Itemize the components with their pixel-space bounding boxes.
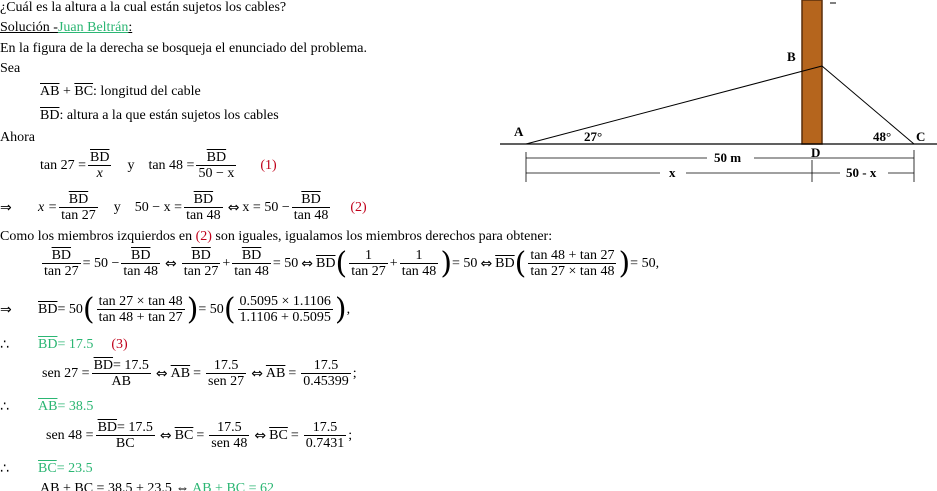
eq1-tan27: tan 27 = [40,157,86,173]
fraction [238,294,333,325]
angle-c-label: 48° [873,129,892,144]
ahora-text: Ahora [0,130,35,145]
intro-text: En la figura de la derecha se bosqueja el enunciado del problema. [0,41,367,56]
fraction [206,358,246,389]
equation-2 [0,192,367,223]
denominator: tan 48 [123,264,159,279]
fraction [59,192,98,223]
definition-height [40,108,279,124]
equals: = [288,365,297,381]
iff-symbol: ⇔ [251,365,263,382]
equation-number: (2) [350,199,367,215]
segment-bc: $\overline{BC}$ [74,84,94,99]
equation-4: ⇒ $\overline{BD}$ = 50 ( $\frac{\tan 27 \times \tan 48}{\tan 48 + \tan 27}$ ) = 50 ( $\frac{0.5095 \times 1.1106}{1.1106 + 0.5095}$ ) , [0,291,351,327]
eq2-lhs: 50 − x = [134,199,183,215]
therefore-symbol: ∴ [0,461,9,477]
plus-sign: + [222,255,231,271]
eq6-sen: sen 48 = [46,427,94,443]
denominator: 0.45399 [303,374,349,389]
numerator: $\overline{BD}$ [42,248,81,264]
fraction [196,150,236,181]
numerator: $\overline{BD}$ [121,248,160,264]
cable-ab [526,66,822,144]
fraction: $\frac{\overline{BD}= 17.5}{AB}$ [93,358,149,389]
fraction [528,248,616,279]
segment-ab: $\overline{AB}$ [40,84,60,99]
fraction [121,248,160,279]
segment-bc: $\overline{BC}$ [38,461,57,476]
eq3-term: = 50 [452,255,478,271]
iff-symbol: ⇔ [480,255,493,272]
numerator: 1 [400,248,439,264]
implies-symbol: ⇒ [0,301,12,318]
equals: = [196,427,205,443]
point-c-label: C [916,129,926,144]
fraction [182,248,221,279]
numerator: tan 27 × tan 48 [98,294,183,309]
numerator: 1 [349,248,388,264]
denominator: tan 27 [61,208,96,223]
numerator: $\overline{BD}$ [59,192,98,208]
numerator: $\overline{BD}$ [184,192,223,208]
iff-symbol: ⇔ [165,255,177,272]
result-value: = 23.5 [56,461,93,476]
fraction [304,420,347,451]
iff-symbol: ⇔ [155,365,168,382]
fraction: $\frac{\overline{BD}= 17.5}{BC}$ [97,420,153,451]
eq4-term: = 50 [57,301,83,317]
segment-bd: $\overline{BD}$ [316,255,336,271]
denominator: BC [115,436,135,451]
point-d-label: D [811,145,821,160]
denominator: tan 27 [183,264,219,279]
fraction [232,248,271,279]
iff-symbol: ⇔ [159,427,172,444]
fraction [97,294,185,325]
fraction [209,420,249,451]
eq1-tan48: tan 48 = [148,157,195,173]
sea-text: Sea [0,61,21,76]
equation-3: $\frac{\overline{BD}}{\tan 27}$ = 50 − $\frac{\overline{BD}}{\tan 48}$ ⇔ $\frac{\overline{BD}}{\tan 27}$ + $\frac{\overline{BD}}{\tan 48}$ = 50 ⇔ $\overline{BD}$ ( $\frac{1}{\tan 27}$ + $\frac{1}{\tan 48}$ ) = 50 ⇔ $\overline{BD}$ ( $\frac{\tan 48 + \tan 27}{\tan 27 \times \tan 48}$ ) = 50, [44,245,660,281]
fraction [292,192,331,223]
equation-ref: (2) [195,229,212,244]
equation-6 [46,420,352,451]
denominator: tan 27 [44,264,79,279]
plus-sign: + [62,84,71,99]
question-text: ¿Cuál es la altura a la cual están sujetos los cables? [0,0,287,15]
denominator: tan 48 + tan 27 [98,310,183,325]
iff-symbol: ⇔ [254,427,267,444]
solution-line: Solución -Juan Beltrán: [0,20,133,35]
equation-number: (1) [260,157,277,173]
segment-bc: $\overline{BC}$ [174,427,194,443]
eq3-end: = 50, [630,255,660,271]
denominator: 50 − x [198,166,235,181]
fraction [301,358,351,389]
fraction [42,248,81,279]
therefore-symbol: ∴ [0,399,9,415]
iff-symbol: ⇔ [301,255,314,272]
segment-ab: $\overline{AB}$ [265,365,286,381]
denominator: 1.1106 + 0.5095 [239,310,331,325]
segment-ab: $\overline{AB}$ [170,365,191,381]
numerator: 0.5095 × 1.1106 [239,294,331,309]
segment-bd: $\overline{BD}$ [38,301,58,317]
eq4-end: , [346,301,351,317]
point-b-label: B [787,49,796,64]
fraction [184,192,223,223]
denominator: tan 48 [186,208,221,223]
segment-ab: $\overline{AB}$ [38,399,58,414]
numerator: 17.5 [206,358,246,374]
numerator: $\overline{BD}$ [90,150,110,165]
therefore-symbol: ∴ [0,337,9,353]
fraction [349,248,388,279]
comment-pre: Como los miembros izquierdos en [0,229,196,244]
definition-cable [40,84,201,100]
result-value: = 17.5 [57,337,94,352]
denominator: tan 27 [351,264,386,279]
segment-bd: $\overline{BD}$ [38,337,58,352]
iff-symbol: ⇔ [227,199,240,216]
plus-sign: + [389,255,398,271]
definition-cable-text: : longitud del cable [93,84,201,99]
pole [802,0,822,144]
segment-bd: $\overline{BD}$ [40,108,60,123]
distance-50-x-label: 50 - x [846,165,877,180]
eq5-sen: sen 27 = [42,365,90,381]
eq2-x: x = [38,199,58,215]
numerator: 17.5 [301,358,351,374]
equals: = [193,365,202,381]
result-value: = 38.5 [57,399,94,414]
equals: = [290,427,299,443]
eq3-term: = 50 − [82,255,120,271]
distance-ac-label: 50 m [714,150,742,165]
numerator: $\overline{BD}$ [196,150,236,166]
eq4-term: = 50 [198,301,224,317]
point-a-label: A [514,124,524,139]
denominator: tan 48 [234,264,269,279]
numerator: 17.5 [209,420,249,436]
eq5-end: ; [352,365,357,381]
comment-text [0,229,552,245]
numerator: $\overline{BD}$ [232,248,271,264]
denominator: sen 27 [208,374,245,389]
denominator: tan 48 [293,208,329,223]
equation-5 [42,358,357,389]
denominator: 0.7431 [305,436,345,451]
equation-number: (3) [111,337,128,352]
cable-bc [822,66,914,144]
conjunction: y [127,157,135,173]
numerator: 17.5 [304,420,347,436]
numerator: $\overline{BD}$ [182,248,221,264]
denominator: tan 48 [401,264,437,279]
denominator: tan 27 × tan 48 [530,264,615,279]
eq2-x2: x = 50 − [242,199,290,215]
result-bc [0,461,93,477]
implies-symbol: ⇒ [0,199,12,216]
segment-bd: $\overline{BD}$ [495,255,515,271]
conjunction: y [113,199,121,215]
fraction [88,150,111,181]
angle-a-label: 27° [584,129,603,144]
problem-figure [500,0,937,200]
definition-height-text: : altura a la que están sujetos los cables [59,108,279,123]
numerator: tan 48 + tan 27 [530,248,615,263]
denominator: x [96,166,103,181]
result-bd [0,337,128,353]
distance-x-label: x [669,165,676,180]
equation-1 [40,150,277,181]
denominator: sen 48 [211,436,248,451]
author-link[interactable]: Juan Beltrán [57,20,129,35]
numerator: $\overline{BD}$ [292,192,331,208]
eq3-term: = 50 [272,255,299,271]
eq6-end: ; [348,427,353,443]
result-ab [0,399,93,415]
cut-off-line: $\overline{AB} + \overline{BC} = 38.5 + 23.5$ ⇔ $\overline{AB} + \overline{BC} = 62$ [40,483,275,491]
denominator: AB [111,374,131,389]
comment-post: son iguales, igualamos los miembros derechos para obtener: [211,229,553,244]
fraction [400,248,439,279]
segment-bc: $\overline{BC}$ [269,427,288,443]
solution-label: Solución - [0,20,58,35]
